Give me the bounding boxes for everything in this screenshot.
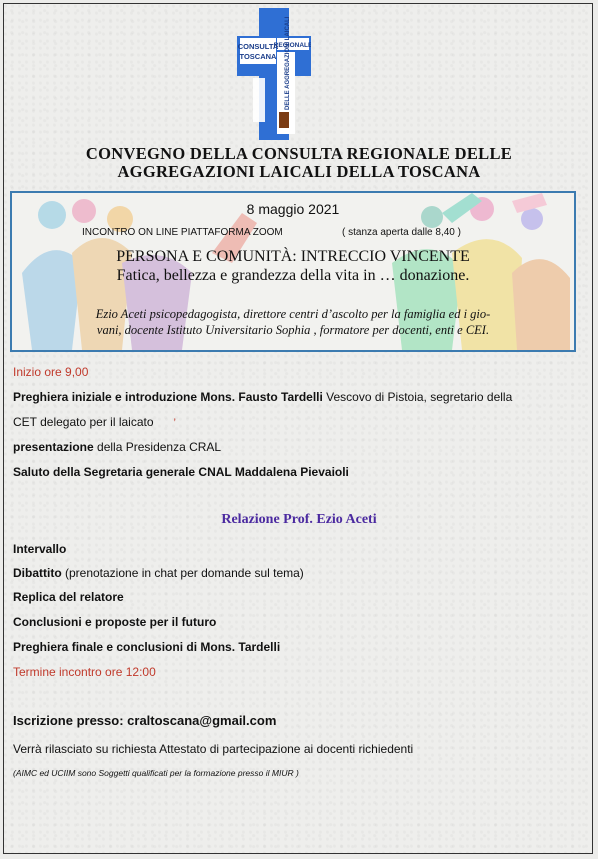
main-talk-title: Relazione Prof. Ezio Aceti bbox=[221, 512, 377, 527]
svg-text:TOSCANA: TOSCANA bbox=[239, 52, 277, 61]
opening-prayer: Preghiera iniziale e introduzione Mons. Fausto Tardelli Vescovo di Pistoia, segretario della bbox=[13, 390, 513, 404]
certificate-note: Verrà rilasciato su richiesta Attestato di partecipazione ai docenti richiedenti bbox=[13, 742, 414, 756]
speaker-reply: Replica del relatore bbox=[13, 590, 124, 604]
debate: Dibattito (prenotazione in chat per domande sul tema) bbox=[13, 566, 304, 580]
subheadline: Fatica, bellezza e grandezza della vita in … donazione. bbox=[116, 267, 470, 284]
consulta-logo bbox=[237, 8, 311, 140]
greeting: Saluto della Segretaria generale CNAL Maddalena Pievaioli bbox=[13, 465, 349, 479]
svg-text:CONSULTA: CONSULTA bbox=[237, 42, 279, 51]
start-time: Inizio ore 9,00 bbox=[13, 365, 89, 379]
miur-note: (AIMC ed UCIIM sono Soggetti qualificati per la formazione presso il MIUR ) bbox=[13, 768, 299, 778]
svg-text:REGIONALE: REGIONALE bbox=[273, 42, 311, 49]
presentation: presentazione della Presidenza CRAL bbox=[13, 440, 222, 454]
closing-prayer: Preghiera finale e conclusioni di Mons. Tardelli bbox=[13, 640, 281, 654]
speaker-bio-line-1: Ezio Aceti psicopedagogista, direttore centri d’ascolto per la famiglia ed i gio- bbox=[95, 307, 491, 321]
registration-info: Iscrizione presso: craltoscana@gmail.com bbox=[13, 713, 277, 728]
event-date: 8 maggio 2021 bbox=[246, 201, 340, 217]
svg-text:DELLE AGGREGAZIONI LAICALI: DELLE AGGREGAZIONI LAICALI bbox=[285, 16, 291, 110]
online-platform: INCONTRO ON LINE PIATTAFORMA ZOOM bbox=[82, 227, 283, 238]
event-banner bbox=[10, 191, 576, 352]
title-line-1: CONVEGNO DELLA CONSULTA REGIONALE DELLE bbox=[85, 144, 513, 163]
intermission: Intervallo bbox=[13, 542, 67, 556]
headline: PERSONA E COMUNITÀ: INTRECCIO VINCENTE bbox=[116, 248, 470, 265]
cross-logo-icon bbox=[237, 8, 311, 140]
conclusions: Conclusioni e proposte per il futuro bbox=[13, 615, 217, 629]
room-open-time: ( stanza aperta dalle 8,40 ) bbox=[342, 227, 461, 238]
speaker-bio-line-2: vani, docente Istituto Universitario Sophia , formatore per docenti, enti e CEI. bbox=[96, 323, 490, 337]
end-time: Termine incontro ore 12:00 bbox=[13, 665, 156, 679]
opening-prayer-line-2: CET delegato per il laicato ’ bbox=[13, 415, 176, 429]
title-line-2: AGGREGAZIONI LAICALI DELLA TOSCANA bbox=[117, 162, 481, 181]
